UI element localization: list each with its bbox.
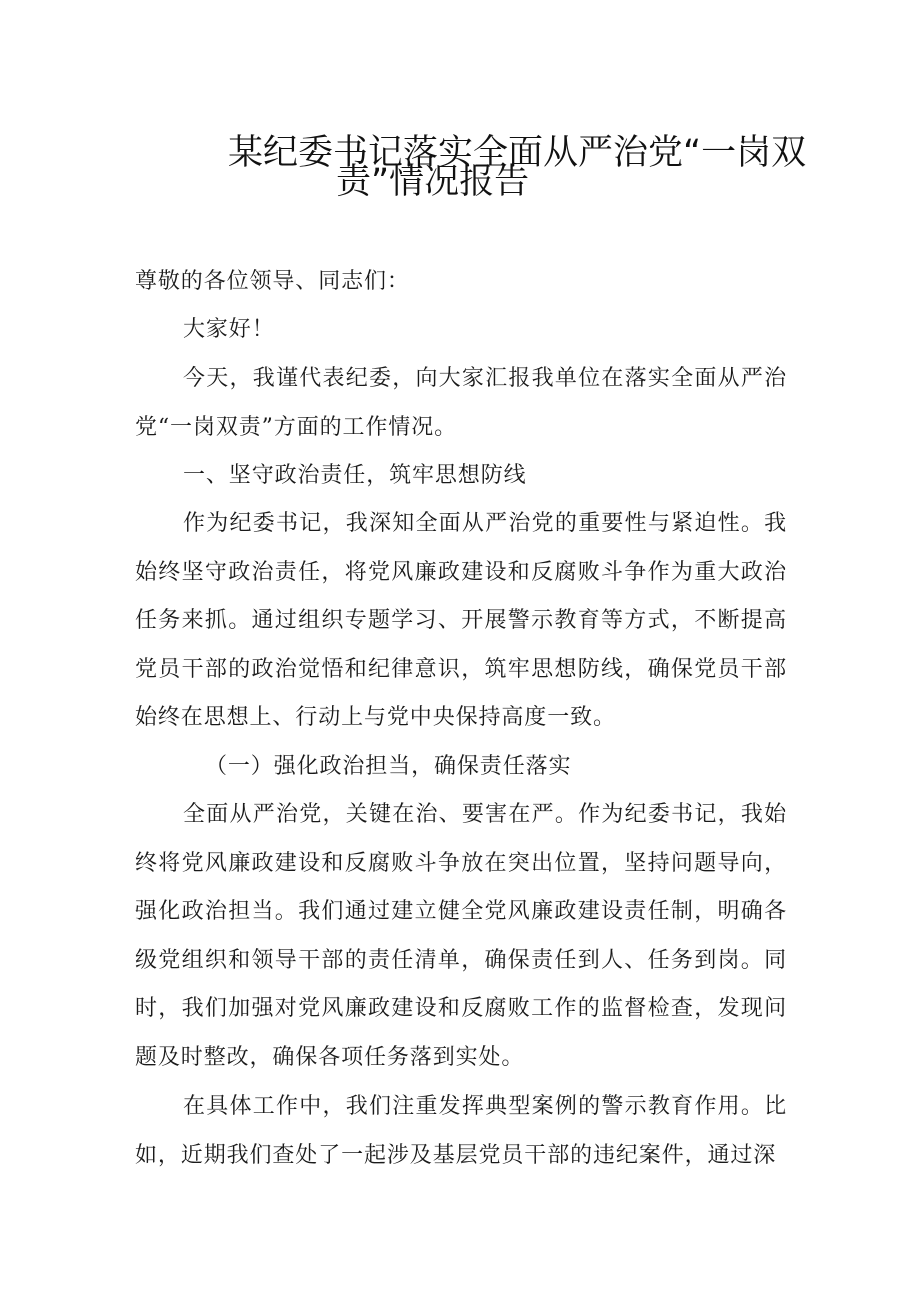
greeting: 大家好！ [183,317,275,342]
document-title-line-2: 责”情况报告 [336,162,530,202]
paragraph-last: 在具体工作中，我们注重发挥典型案例的警示教育作用。比如，近期我们查处了一起涉及基层党员干部的违纪案件，通过深 [135,1094,787,1168]
document-title-line-1: 某纪委书记落实全面从严治党“一岗双 [228,133,807,173]
section-1-heading: 一、坚守政治责任，筑牢思想防线 [183,463,527,488]
subsection-1-heading: （一）强化政治担当，确保责任落实 [205,754,572,779]
salutation: 尊敬的各位领导、同志们： [135,269,410,294]
intro-paragraph: 今天，我谨代表纪委，向大家汇报我单位在落实全面从严治党“一岗双责”方面的工作情况。 [135,366,787,440]
subsection-1-body: 全面从严治党，关键在治、要害在严。作为纪委书记，我始终将党风廉政建设和反腐败斗争放在突出位置，坚持问题导向，强化政治担当。我们通过建立健全党风廉政建设责任制，明确各级党组织和领导干部的责任清单，确保责任到人、任务到岗。同时，我们加强对党风廉政建设和反腐败工作的监督检查，发现问题及时整改，确保各项任务落到实处。 [135,802,787,1070]
section-1-body: 作为纪委书记，我深知全面从严治党的重要性与紧迫性。我始终坚守政治责任，将党风廉政建设和反腐败斗争作为重大政治任务来抓。通过组织专题学习、开展警示教育等方式，不断提高党员干部的政治觉悟和纪律意识，筑牢思想防线，确保党员干部始终在思想上、行动上与党中央保持高度一致。 [135,511,787,730]
